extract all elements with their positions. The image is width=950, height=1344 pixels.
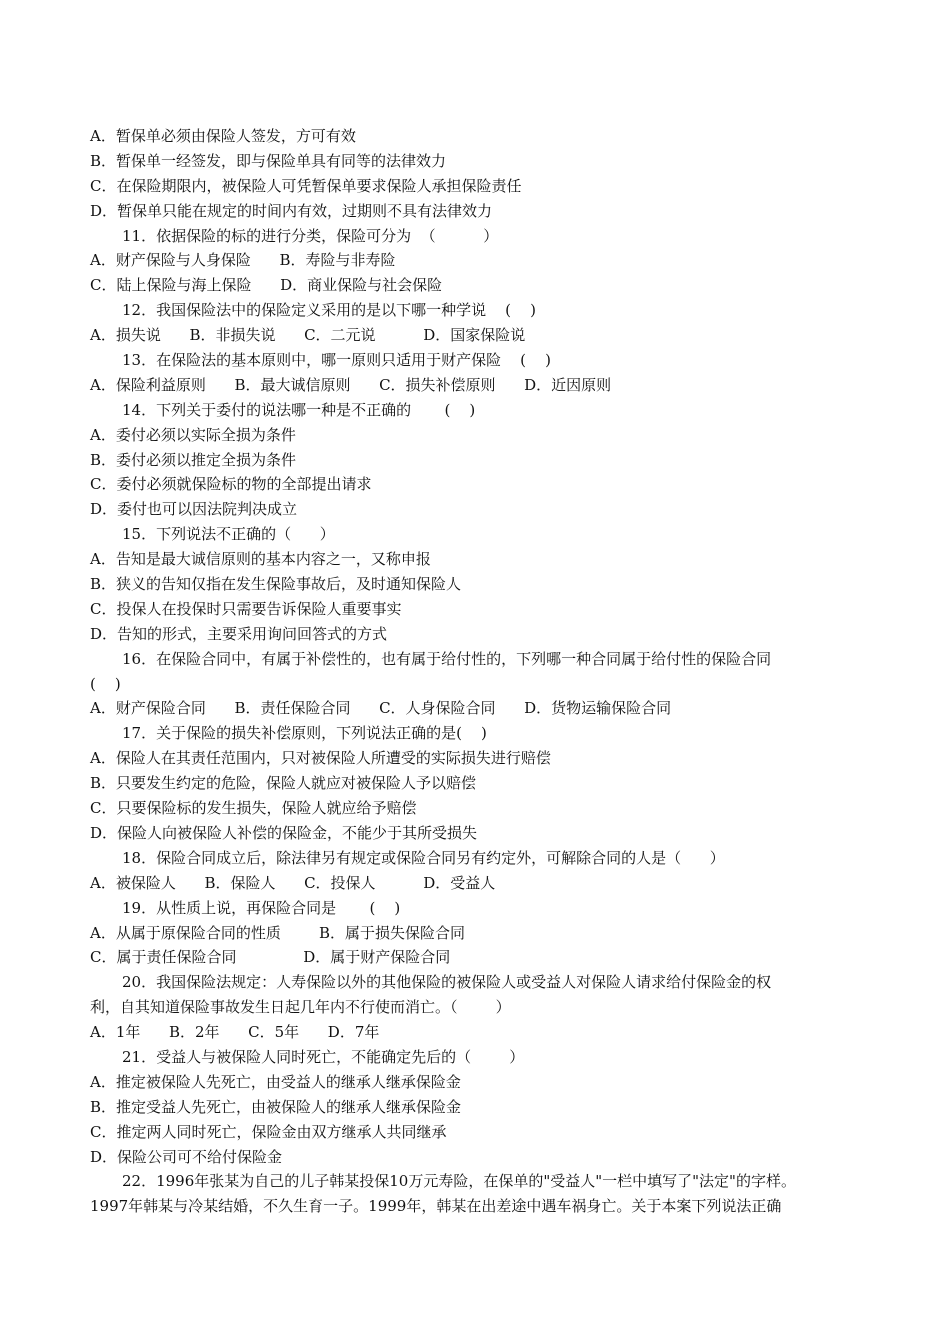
option-line: A．被保险人 B．保险人 C．投保人 D．受益人 [90,873,496,892]
option-line: A．告知是最大诚信原则的基本内容之一，又称申报 [90,550,431,569]
option-line: D．委付也可以因法院判决成立 [90,500,298,519]
option-line: A．暂保单必须由保险人签发，方可有效 [90,127,356,145]
question-17: 17．关于保险的损失补偿原则，下列说法正确的是( ) [122,724,487,743]
question-16-continuation: ( ) [90,674,121,693]
option-line: B．狭义的告知仅指在发生保险事故后，及时通知保险人 [90,575,462,594]
option-line: D．保险公司可不给付保险金 [90,1147,283,1166]
question-18: 18．保险合同成立后，除法律另有规定或保险合同另有约定外，可解除合同的人是（ ） [122,848,725,867]
question-13: 13．在保险法的基本原则中，哪一原则只适用于财产保险 ( ) [122,351,551,370]
option-line: D．保险人向被保险人补偿的保险金，不能少于其所受损失 [90,823,478,842]
option-line: B．委付必须以推定全损为条件 [90,450,297,469]
option-line: B．只要发生约定的危险，保险人就应对被保险人予以赔偿 [90,774,477,793]
question-22-continuation: 1997年韩某与冷某结婚，不久生育一子。1999年，韩某在出差途中遇车祸身亡。关于本案下列说法正确 [90,1197,782,1216]
option-line: A．保险人在其责任范围内，只对被保险人所遭受的实际损失进行赔偿 [90,749,551,768]
option-line: B．暂保单一经签发，即与保险单具有同等的法律效力 [90,151,447,170]
option-line: C．推定两人同时死亡，保险金由双方继承人共同继承 [90,1122,447,1141]
option-line: D．暂保单只能在规定的时间内有效，过期则不具有法律效力 [90,201,493,220]
option-line: A．保险利益原则 B．最大诚信原则 C．损失补偿原则 D．近因原则 [90,375,612,394]
question-20-continuation: 利，自其知道保险事故发生日起几年内不行使而消亡。（ ） [90,998,511,1017]
option-line: A．委付必须以实际全损为条件 [90,425,296,444]
option-line: C．陆上保险与海上保险 D．商业保险与社会保险 [90,276,443,295]
question-12: 12．我国保险法中的保险定义采用的是以下哪一种学说 ( ) [122,301,536,320]
question-11: 11．依据保险的标的进行分类，保险可分为 （ ） [122,226,499,245]
option-line: B．推定受益人先死亡，由被保险人的继承人继承保险金 [90,1097,462,1116]
option-line: A．推定被保险人先死亡，由受益人的继承人继承保险金 [90,1072,461,1091]
option-line: A．从属于原保险合同的性质 B．属于损失保险合同 [90,923,466,942]
option-line: A．财产保险与人身保险 B．寿险与非寿险 [90,251,396,270]
question-20: 20．我国保险法规定：人寿保险以外的其他保险的被保险人或受益人对保险人请求给付保险金的权 [122,973,772,992]
question-15: 15．下列说法不正确的（ ） [122,525,335,544]
question-14: 14．下列关于委付的说法哪一种是不正确的 ( ) [122,400,476,419]
option-line: C．委付必须就保险标的物的全部提出请求 [90,475,372,494]
option-line: A．损失说 B．非损失说 C．二元说 D．国家保险说 [90,326,526,345]
option-line: A．1年 B．2年 C．5年 D．7年 [90,1023,380,1042]
option-line: C．只要保险标的发生损失，保险人就应给予赔偿 [90,799,417,818]
option-line: D．告知的形式，主要采用询问回答式的方式 [90,624,388,643]
question-16: 16．在保险合同中，有属于补偿性的，也有属于给付性的，下列哪一种合同属于给付性的保险合同 [122,649,772,668]
exam-questions-text [90,124,865,1219]
question-19: 19．从性质上说，再保险合同是 ( ) [122,898,401,917]
option-line: C．属于责任保险合同 D．属于财产保险合同 [90,948,451,967]
option-line: C．投保人在投保时只需要告诉保险人重要事实 [90,599,402,618]
option-line: C．在保险期限内，被保险人可凭暂保单要求保险人承担保险责任 [90,176,522,195]
option-line: A．财产保险合同 B．责任保险合同 C．人身保险合同 D．货物运输保险合同 [90,699,672,718]
question-22: 22．1996年张某为自己的儿子韩某投保10万元寿险，在保单的"受益人"一栏中填写了"法定"的字样。 [122,1172,796,1191]
question-21: 21．受益人与被保险人同时死亡，不能确定先后的（ ） [122,1047,525,1066]
